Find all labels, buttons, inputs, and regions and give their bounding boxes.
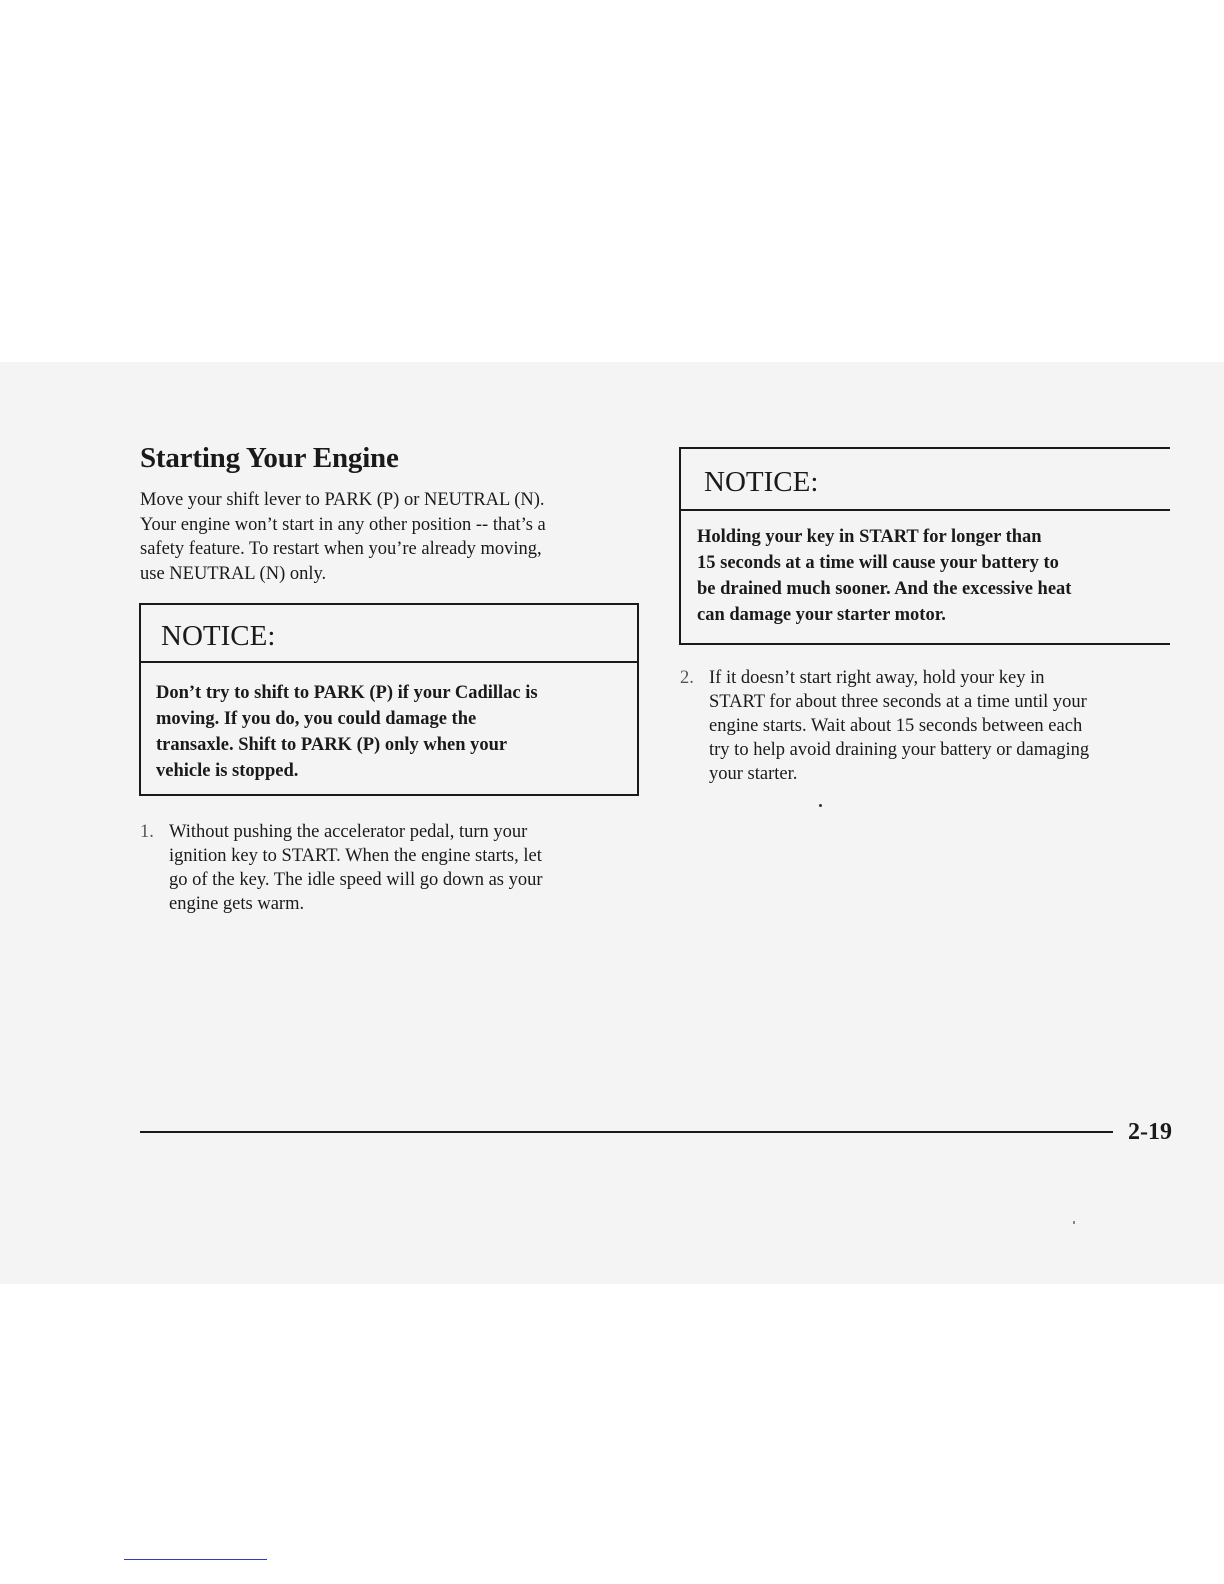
step-line: engine gets warm. <box>169 894 305 914</box>
intro-line: safety feature. To restart when you’re already moving, <box>140 539 542 559</box>
step-line: ignition key to START. When the engine starts, let <box>169 846 542 866</box>
notice-box-shift <box>139 603 639 796</box>
notice-text <box>697 524 1160 628</box>
step-line: If it doesn’t start right away, hold your key in <box>709 668 1045 688</box>
list-item <box>680 666 1170 786</box>
step-line: go of the key. The idle speed will go down as your <box>169 870 543 890</box>
step-line: START for about three seconds at a time until your <box>709 692 1087 712</box>
intro-line: use NEUTRAL (N) only. <box>140 563 327 584</box>
steps-list-left <box>140 820 620 916</box>
notice-heading: NOTICE: <box>141 605 637 663</box>
notice-box-starter <box>679 447 1170 645</box>
intro-line: Move your shift lever to PARK (P) or NEUTRAL (N). <box>140 490 545 510</box>
step-line: your starter. <box>709 764 798 784</box>
notice-text <box>156 680 623 784</box>
notice-line: Holding your key in START for longer than <box>697 527 1042 547</box>
step-number: 2. <box>680 668 694 688</box>
notice-line: 15 seconds at a time will cause your battery to <box>697 553 1059 573</box>
steps-list-right <box>680 666 1170 786</box>
section-title: Starting Your Engine <box>140 442 399 474</box>
notice-heading: NOTICE: <box>681 449 1170 511</box>
list-item <box>140 820 620 916</box>
step-line: try to help avoid draining your battery or damaging <box>709 740 1090 760</box>
scan-speck <box>819 804 822 807</box>
page-number: 2-19 <box>1128 1119 1172 1145</box>
step-line: Without pushing the accelerator pedal, turn your <box>169 822 528 842</box>
step-line: engine starts. Wait about 15 seconds between each <box>709 716 1083 736</box>
notice-line: vehicle is stopped. <box>156 761 299 781</box>
notice-line: transaxle. Shift to PARK (P) only when your <box>156 735 508 755</box>
intro-line: Your engine won’t start in any other position -- that’s a <box>140 514 546 535</box>
intro-paragraph <box>140 488 640 586</box>
notice-line: Don’t try to shift to PARK (P) if your Cadillac is <box>156 683 538 703</box>
bottom-link-underline <box>124 1559 267 1560</box>
notice-line: can damage your starter motor. <box>697 605 946 625</box>
footer-rule <box>140 1131 1113 1133</box>
notice-line: moving. If you do, you could damage the <box>156 709 477 729</box>
scan-speck <box>1073 1221 1075 1224</box>
notice-line: be drained much sooner. And the excessive heat <box>697 579 1072 599</box>
step-number: 1. <box>140 822 154 842</box>
